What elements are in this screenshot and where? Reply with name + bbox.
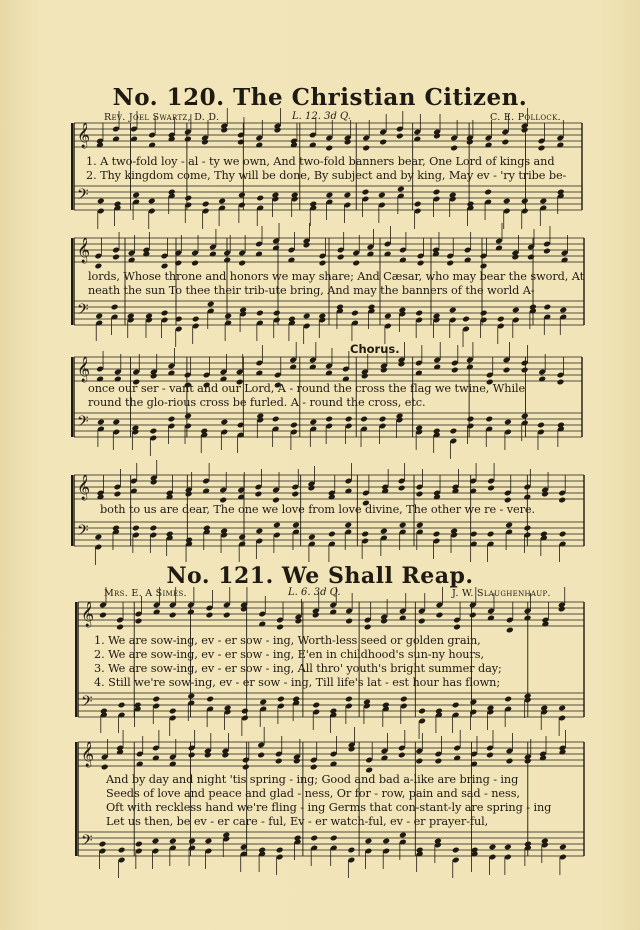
hymn-120-title: No. 120. The Christian Citizen. [112,84,528,111]
hymn-120-line-4: both to us are dear, The one we love from love divine, The other we re - vere. [100,503,535,516]
note-head [259,699,267,706]
note-head [416,491,424,498]
note-head [161,310,169,317]
note-head [101,764,109,771]
hymn-121-verse-2-line-2: Seeds of love and peace and glad - ness, Or for - row, pain and sad - ness, [106,787,520,800]
note-head [462,316,470,323]
note-head [344,522,352,529]
note-head [135,618,143,625]
note-head [241,708,249,715]
note-head [452,847,460,854]
note-head [347,847,355,854]
note-head [161,263,169,270]
note-head [558,497,566,504]
hymn-120-verse-2-line-3: round the glo-rious cross be furled. A - round the cross, etc. [88,396,426,409]
note-head [506,758,514,765]
note-head [255,491,263,498]
note-head [379,416,387,423]
hymn-121-meter: L. 6. 3d Q. [288,587,341,598]
note-head [206,612,214,619]
note-head [169,612,177,619]
note-head [418,618,426,625]
note-head [255,528,263,535]
note-head [303,313,311,320]
note-head [206,696,214,703]
note-head [504,696,512,703]
note-head [148,198,156,205]
note-head [325,416,333,423]
note-head [362,145,370,152]
note-head [527,254,535,261]
note-head [489,844,497,851]
note-head [434,758,442,765]
note-head [451,367,459,374]
note-head [218,198,226,205]
treble-clef-icon: 𝄞 [77,475,91,500]
treble-clef-icon: 𝄞 [81,602,95,627]
note-head [330,835,338,842]
note-head [452,702,460,709]
note-head [382,838,390,845]
note-head [512,307,520,314]
note-head [290,422,298,429]
note-head [418,708,426,715]
note-head [276,624,284,631]
note-head [257,752,265,759]
note-head [480,263,488,270]
note-head [291,491,299,498]
note-head [168,416,176,423]
note-head [485,416,493,423]
note-head [487,531,495,538]
note-head [192,316,200,323]
note-head [238,192,246,199]
note-head [111,304,119,311]
note-head [310,764,318,771]
hymn-120-verse-1-line-2: lords, Whose throne and honors we may share; And Cæsar, who may bear the sword, At [88,270,585,283]
note-head [97,198,105,205]
note-head [94,534,102,541]
note-head [149,525,157,532]
note-head [202,201,210,208]
hymn-121-title: No. 121. We Shall Reap. [166,563,474,589]
note-head [345,618,353,625]
hymn-121-verse-3-line-2: Oft with reckless hand we're fling - ing Germs that con-stant-ly are spring - ing [106,801,552,814]
note-head [238,534,246,541]
note-head [135,841,143,848]
note-head [188,752,196,759]
hymn-120-verse-1-line-1: 1. A two-fold loy - al - ty we own, And two-fold banners bear, One Lord of kings and [86,155,555,168]
note-head [399,832,407,839]
note-head [446,260,454,267]
note-head [398,485,406,492]
note-head [351,310,359,317]
hymn-121-verse-1-line-1: 1. We are sow-ing, ev - er sow - ing, Worth-less seed or golden grain, [94,634,481,647]
note-head [242,764,250,771]
note-head [543,248,551,255]
note-head [504,419,512,426]
note-head [397,186,405,193]
hymn-120-composer: C. E. Pollock. [490,112,561,123]
note-head [503,367,511,374]
note-head [187,693,195,700]
note-head [399,522,407,529]
note-head [506,627,514,634]
note-head [521,413,529,420]
note-head [326,192,334,199]
note-head [256,195,264,202]
hymn-120-verse-2-line-2: neath the sun To thee their trib-ute bring, And may the banners of the world A- [88,284,535,297]
note-head [328,531,336,538]
note-head [275,758,283,765]
note-head [433,189,441,196]
note-head [308,534,316,541]
note-head [539,198,547,205]
note-head [469,612,477,619]
note-head [521,198,529,205]
note-head [449,428,457,435]
note-head [184,195,192,202]
note-head [559,531,567,538]
treble-clef-icon: 𝄞 [77,357,91,382]
hymn-121-author: Mrs. E. A Simes. [104,588,187,599]
note-head [449,307,457,314]
note-head [415,310,423,317]
note-head [118,702,126,709]
note-head [467,416,475,423]
note-head [256,310,264,317]
note-head [557,379,565,386]
note-head [337,254,345,261]
note-head [400,696,408,703]
hymn-120-author: Rev. Joel Swartz, D. D. [104,112,220,123]
note-head [312,702,320,709]
hymn-120-meter: L. 12. 3d Q. [292,111,351,122]
chorus-label: Chorus. [350,342,400,356]
note-head [417,260,425,267]
bass-clef-icon: 𝄢 [81,693,93,714]
note-head [112,419,120,426]
note-head [132,192,140,199]
note-head [378,192,386,199]
hymn-121-verse-2-line-1: 2. We are sow-ing, ev - er sow - ing, E'en in childhood's sun-ny hours, [94,648,484,661]
note-head [503,198,511,205]
note-head [319,260,327,267]
bass-clef-icon: 𝄢 [77,522,89,543]
note-head [415,758,423,765]
note-head [543,304,551,311]
note-head [94,263,102,270]
note-head [118,847,126,854]
note-head [276,847,284,854]
note-head [277,696,285,703]
note-head [345,696,353,703]
note-head [352,260,360,267]
bass-clef-icon: 𝄢 [77,186,89,207]
note-head [436,612,444,619]
note-head [97,419,105,426]
note-head [501,139,509,146]
note-head [207,301,215,308]
note-head [361,531,369,538]
note-head [480,310,488,317]
note-head [559,844,567,851]
note-head [558,705,566,712]
note-head [205,838,213,845]
treble-clef-icon: 𝄞 [77,123,91,148]
note-head [504,844,512,851]
note-head [95,313,103,320]
note-head [484,189,492,196]
hymn-121-verse-1-line-2: And by day and night 'tis spring - ing; Good and bad a-like are bring - ing [106,773,519,786]
note-head [273,522,281,529]
note-head [365,838,373,845]
note-head [450,145,458,152]
note-head [416,522,424,529]
note-head [524,525,532,532]
note-head [469,699,477,706]
note-head [310,835,318,842]
note-head [169,708,177,715]
note-head [325,145,333,152]
note-head [345,416,353,423]
note-head [132,525,140,532]
note-head [380,528,388,535]
note-head [169,838,177,845]
note-head [220,419,228,426]
hymn-121-composer: J. W. Slaughenhaup. [452,588,551,599]
note-head [521,367,529,374]
note-head [384,313,392,320]
treble-clef-icon: 𝄞 [81,742,95,767]
note-head [292,522,300,529]
hymn-120-verse-2-line-1: 2. Thy kingdom come, Thy will be done, By subject and by king, May ev - 'ry tribe be- [86,169,567,182]
note-head [116,624,124,631]
note-head [505,522,513,529]
note-head [238,260,246,267]
note-head [149,428,157,435]
note-head [114,491,122,498]
bass-clef-icon: 𝄢 [81,832,93,853]
note-head [414,201,422,208]
note-head [152,838,160,845]
note-head [343,192,351,199]
note-head [99,612,107,619]
note-head [188,838,196,845]
note-head [152,696,160,703]
note-head [453,624,461,631]
note-head [396,133,404,140]
note-head [360,416,368,423]
note-head [379,139,387,146]
hymn-120-verse-1-line-3: once our ser - vant and our Lord, A - round the cross the flag we twine, While [88,382,526,395]
note-head [184,413,192,420]
note-head [497,316,505,323]
note-head [362,189,370,196]
hymn-121-verse-4-line-1: 4. Still we're sow-ing, ev - er sow - ing, Till life's lat - est hour has flown; [94,676,501,689]
bass-clef-icon: 𝄢 [77,413,89,434]
note-head [223,612,231,619]
note-head [538,145,546,152]
note-head [273,310,281,317]
note-head [272,416,280,423]
note-head [487,485,495,492]
note-head [99,841,107,848]
note-head [559,307,567,314]
note-head [364,624,372,631]
hymn-121-verse-3-line-1: 3. We are sow-ing, ev - er sow - ing, All thro' youth's bright summer day; [94,662,502,675]
note-head [433,531,441,538]
note-head [191,260,199,267]
note-head [537,422,545,429]
treble-clef-icon: 𝄞 [77,238,91,263]
note-head [112,254,120,261]
note-head [486,752,494,759]
bass-clef-icon: 𝄢 [77,301,89,322]
note-head [398,752,406,759]
hymn-121-verse-4-line-2: Let us then, be ev - er care - ful, Ev - er watch-ful, ev - er prayer-ful, [106,815,489,828]
note-head [309,419,317,426]
note-head [224,313,232,320]
